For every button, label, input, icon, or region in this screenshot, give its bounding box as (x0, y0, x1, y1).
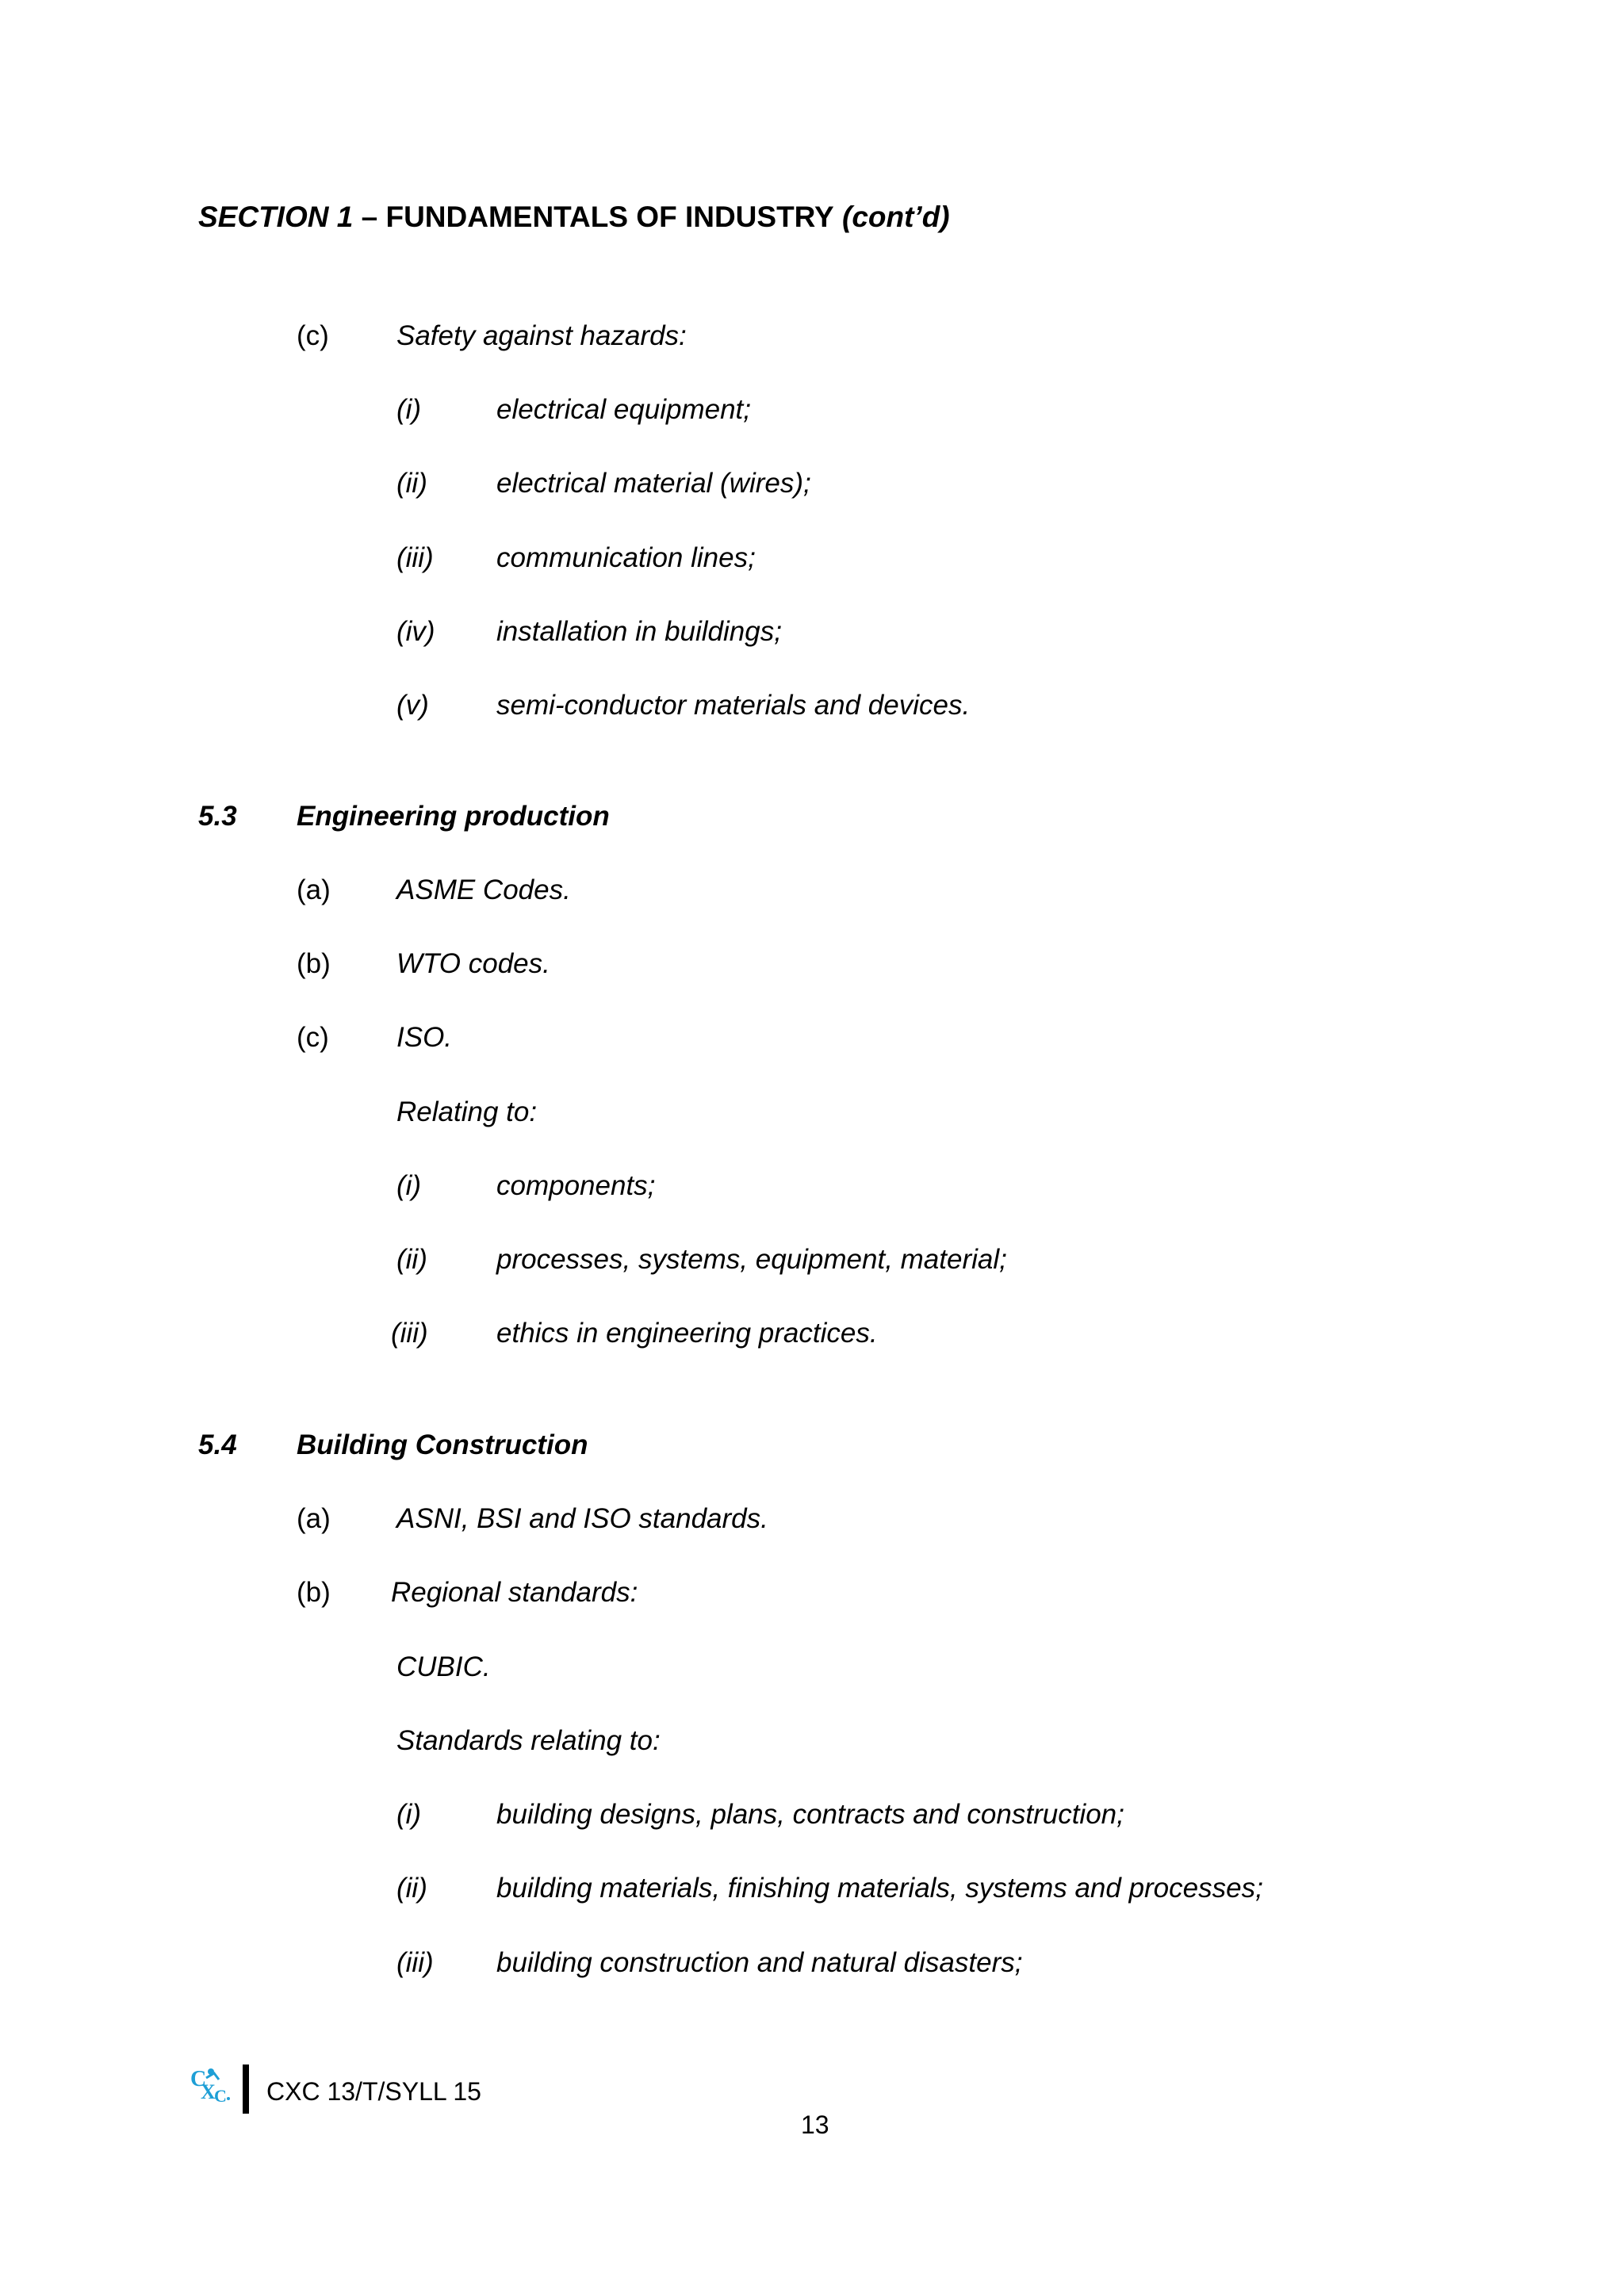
syllabus-code: CXC 13/T/SYLL 15 (266, 2077, 481, 2106)
standards-relating-label: Standards relating to: (396, 1725, 661, 1756)
sub-item-num: (i) (396, 1799, 422, 1830)
section-main: FUNDAMENTALS OF INDUSTRY (385, 201, 834, 233)
sub-item-num: (iii) (396, 542, 434, 573)
section-title (198, 202, 950, 232)
sub-item-text: communication lines; (496, 542, 756, 573)
sub-item-num: (i) (396, 394, 422, 425)
item-c-text: Safety against hazards: (396, 320, 687, 351)
sub-item-text: semi-conductor materials and devices. (496, 690, 971, 721)
item-a-text: ASME Codes. (396, 874, 571, 905)
item-c-label: (c) (297, 320, 329, 351)
sub-item-text: building construction and natural disasters; (496, 1947, 1023, 1978)
sub-item-text: electrical equipment; (496, 394, 751, 425)
section-dash: – (353, 201, 386, 233)
sub-item-text: installation in buildings; (496, 616, 782, 647)
sub-item-text: building designs, plans, contracts and construction; (496, 1799, 1124, 1830)
cxc-logo-icon (190, 2064, 235, 2105)
relating-to-label: Relating to: (396, 1096, 538, 1127)
item-b-text: Regional standards: (391, 1577, 638, 1608)
section-prefix: SECTION 1 (198, 201, 354, 233)
sub-item-text: ethics in engineering practices. (496, 1318, 878, 1349)
item-a-text: ASNI, BSI and ISO standards. (396, 1503, 768, 1534)
svg-text:X: X (201, 2080, 216, 2103)
section-5-4-heading: Building Construction (297, 1429, 588, 1460)
section-5-4-number: 5.4 (198, 1429, 237, 1460)
cxc-logo (190, 2064, 235, 2105)
sub-item-num: (ii) (396, 468, 427, 499)
sub-item-num: (ii) (396, 1873, 427, 1904)
sub-item-num: (iv) (396, 616, 435, 647)
sub-item-text: components; (496, 1170, 656, 1201)
svg-text:C: C (214, 2086, 227, 2105)
item-a-label: (a) (297, 874, 331, 905)
item-b-label: (b) (297, 948, 331, 979)
footer-divider (243, 2064, 249, 2114)
section-suffix: (cont’d) (833, 201, 950, 233)
item-a-label: (a) (297, 1503, 331, 1534)
sub-item-num: (i) (396, 1170, 422, 1201)
item-b-text: WTO codes. (396, 948, 550, 979)
sub-item-text: processes, systems, equipment, material; (496, 1244, 1007, 1275)
item-b-label: (b) (297, 1577, 331, 1608)
sub-item-text: building materials, finishing materials, systems and processes; (496, 1873, 1263, 1904)
section-5-3-heading: Engineering production (297, 801, 610, 832)
item-c-label: (c) (297, 1022, 329, 1053)
sub-item-num: (iii) (391, 1318, 428, 1349)
sub-item-num: (iii) (396, 1947, 434, 1978)
page-number: 13 (801, 2110, 829, 2139)
svg-text:C: C (190, 2067, 207, 2091)
sub-item-text: electrical material (wires); (496, 468, 811, 499)
sub-item-num: (v) (396, 690, 429, 721)
cubic-label: CUBIC. (396, 1651, 491, 1682)
sub-item-num: (ii) (396, 1244, 427, 1275)
section-5-3-number: 5.3 (198, 801, 237, 832)
item-c-text: ISO. (396, 1022, 453, 1053)
